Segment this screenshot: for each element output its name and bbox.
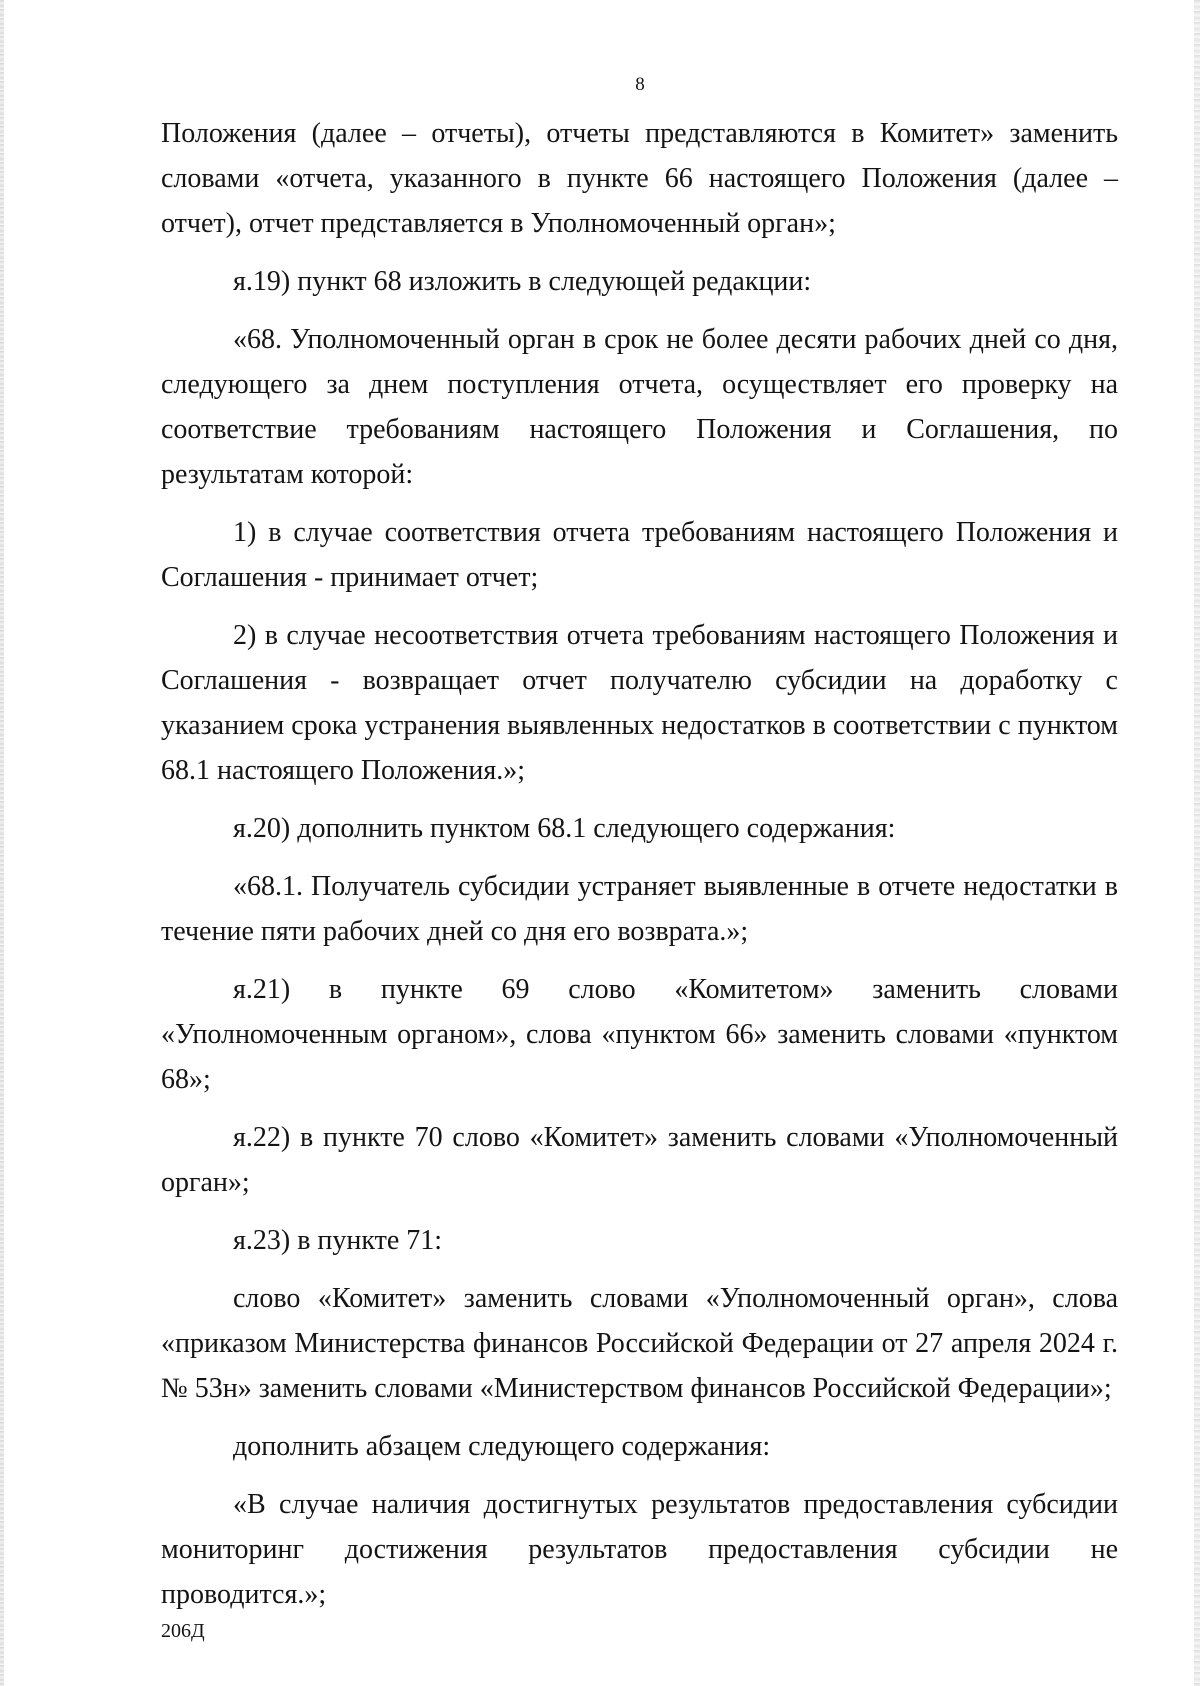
- paragraph-item-ya21: я.21) в пункте 69 слово «Комитетом» заменить словами «Уполномоченным органом», слова «пунктом 66» заменить словами «пунктом 68»;: [161, 974, 1118, 1095]
- scan-edge-right: [1194, 0, 1200, 1686]
- paragraph-new-abzats-text: «В случае наличия достигнутых результатов предоставления субсидии мониторинг достижения результатов предоставления субсидии не проводится.»;: [161, 1489, 1118, 1610]
- footer-document-code: 206Д: [161, 1620, 205, 1642]
- paragraph-add-abzats: дополнить абзацем следующего содержания:: [233, 1431, 771, 1462]
- paragraph-item-ya22: я.22) в пункте 70 слово «Комитет» заменить словами «Уполномоченный орган»;: [161, 1122, 1118, 1198]
- paragraph-replace-words: слово «Комитет» заменить словами «Уполномоченный орган», слова «приказом Министерства финансов Российской Федерации от 27 апреля 2024 г. № 53н» заменить словами «Министерством финансов Российской Федерации»;: [161, 1283, 1118, 1404]
- paragraph-item-ya23: я.23) в пункте 71:: [233, 1225, 443, 1256]
- paragraph-item-ya19: я.19) пункт 68 изложить в следующей редакции:: [233, 266, 812, 297]
- paragraph-subclause-2: 2) в случае несоответствия отчета требованиям настоящего Положения и Соглашения - возвращает отчет получателю субсидии на доработку с указанием срока устранения выявленных недостатков в соответствии с пунктом 68.1 настоящего Положения.»;: [161, 620, 1118, 786]
- paragraph-clause-68: «68. Уполномоченный орган в срок не более десяти рабочих дней со дня, следующего за днем поступления отчета, осуществляет его проверку на соответствие требованиям настоящего Положения и Соглашения, по результатам которой:: [161, 324, 1118, 490]
- paragraph-subclause-1: 1) в случае соответствия отчета требованиям настоящего Положения и Соглашения - принимает отчет;: [161, 517, 1118, 593]
- paragraph-clause-68-1: «68.1. Получатель субсидии устраняет выявленные в отчете недостатки в течение пяти рабочих дней со дня его возврата.»;: [161, 871, 1118, 947]
- paragraph-continuation: Положения (далее – отчеты), отчеты представляются в Комитет» заменить словами «отчета, указанного в пункте 66 настоящего Положения (далее – отчет), отчет представляется в Уполномоченный орган»;: [161, 118, 1118, 239]
- document-body: [161, 111, 1118, 1630]
- scan-edge-left: [0, 0, 4, 1686]
- paragraph-item-ya20: я.20) дополнить пунктом 68.1 следующего содержания:: [233, 813, 896, 844]
- page-number: 8: [635, 74, 645, 95]
